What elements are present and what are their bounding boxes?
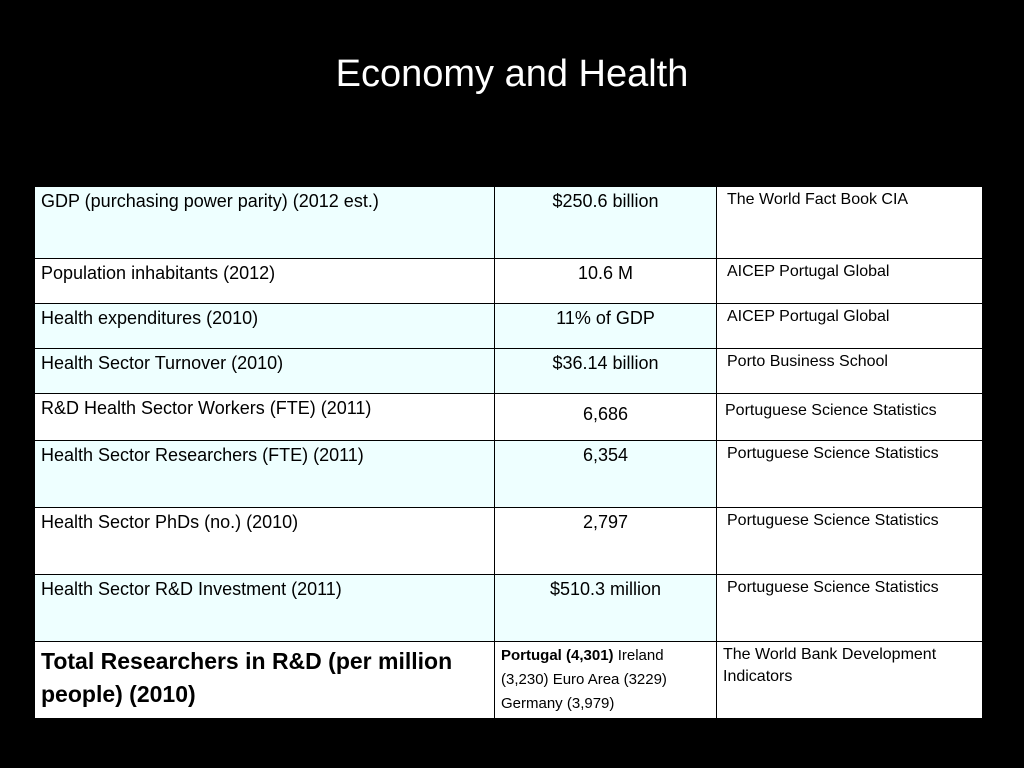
total-label: Total Researchers in R&D (per million people) (2010) — [35, 642, 495, 719]
table-row — [35, 259, 983, 304]
table-row — [35, 508, 983, 575]
data-table — [34, 186, 983, 719]
row-label: R&D Health Sector Workers (FTE) (2011) — [35, 394, 495, 441]
row-source: The World Fact Book CIA — [717, 187, 983, 259]
row-value: 6,354 — [495, 441, 717, 508]
total-source: The World Bank Development Indicators — [717, 642, 983, 719]
row-value: 11% of GDP — [495, 304, 717, 349]
row-label: Health Sector R&D Investment (2011) — [35, 575, 495, 642]
row-value: 2,797 — [495, 508, 717, 575]
row-label: Population inhabitants (2012) — [35, 259, 495, 304]
row-value: 6,686 — [495, 394, 717, 441]
table-row — [35, 441, 983, 508]
row-label: Health expenditures (2010) — [35, 304, 495, 349]
table-row — [35, 349, 983, 394]
table-row-total — [35, 642, 983, 719]
row-label: Health Sector Turnover (2010) — [35, 349, 495, 394]
row-label: Health Sector Researchers (FTE) (2011) — [35, 441, 495, 508]
row-source: AICEP Portugal Global — [717, 304, 983, 349]
table-row — [35, 394, 983, 441]
total-value — [495, 642, 717, 719]
row-source: Portuguese Science Statistics — [717, 575, 983, 642]
row-value: 10.6 M — [495, 259, 717, 304]
row-source: AICEP Portugal Global — [717, 259, 983, 304]
row-value: $250.6 billion — [495, 187, 717, 259]
slide-title: Economy and Health — [335, 53, 689, 95]
row-label: Health Sector PhDs (no.) (2010) — [35, 508, 495, 575]
row-label: GDP (purchasing power parity) (2012 est.) — [35, 187, 495, 259]
row-source: Portuguese Science Statistics — [717, 508, 983, 575]
row-value: $510.3 million — [495, 575, 717, 642]
table-row — [35, 304, 983, 349]
row-source: Portuguese Science Statistics — [717, 394, 983, 441]
table-row — [35, 187, 983, 259]
row-source: Portuguese Science Statistics — [717, 441, 983, 508]
total-value-highlight: Portugal (4,301) — [501, 647, 614, 664]
table-row — [35, 575, 983, 642]
row-source: Porto Business School — [717, 349, 983, 394]
row-value: $36.14 billion — [495, 349, 717, 394]
total-value-rest: Ireland (3,230) Euro Area (3229) Germany (3,979) — [501, 647, 667, 712]
